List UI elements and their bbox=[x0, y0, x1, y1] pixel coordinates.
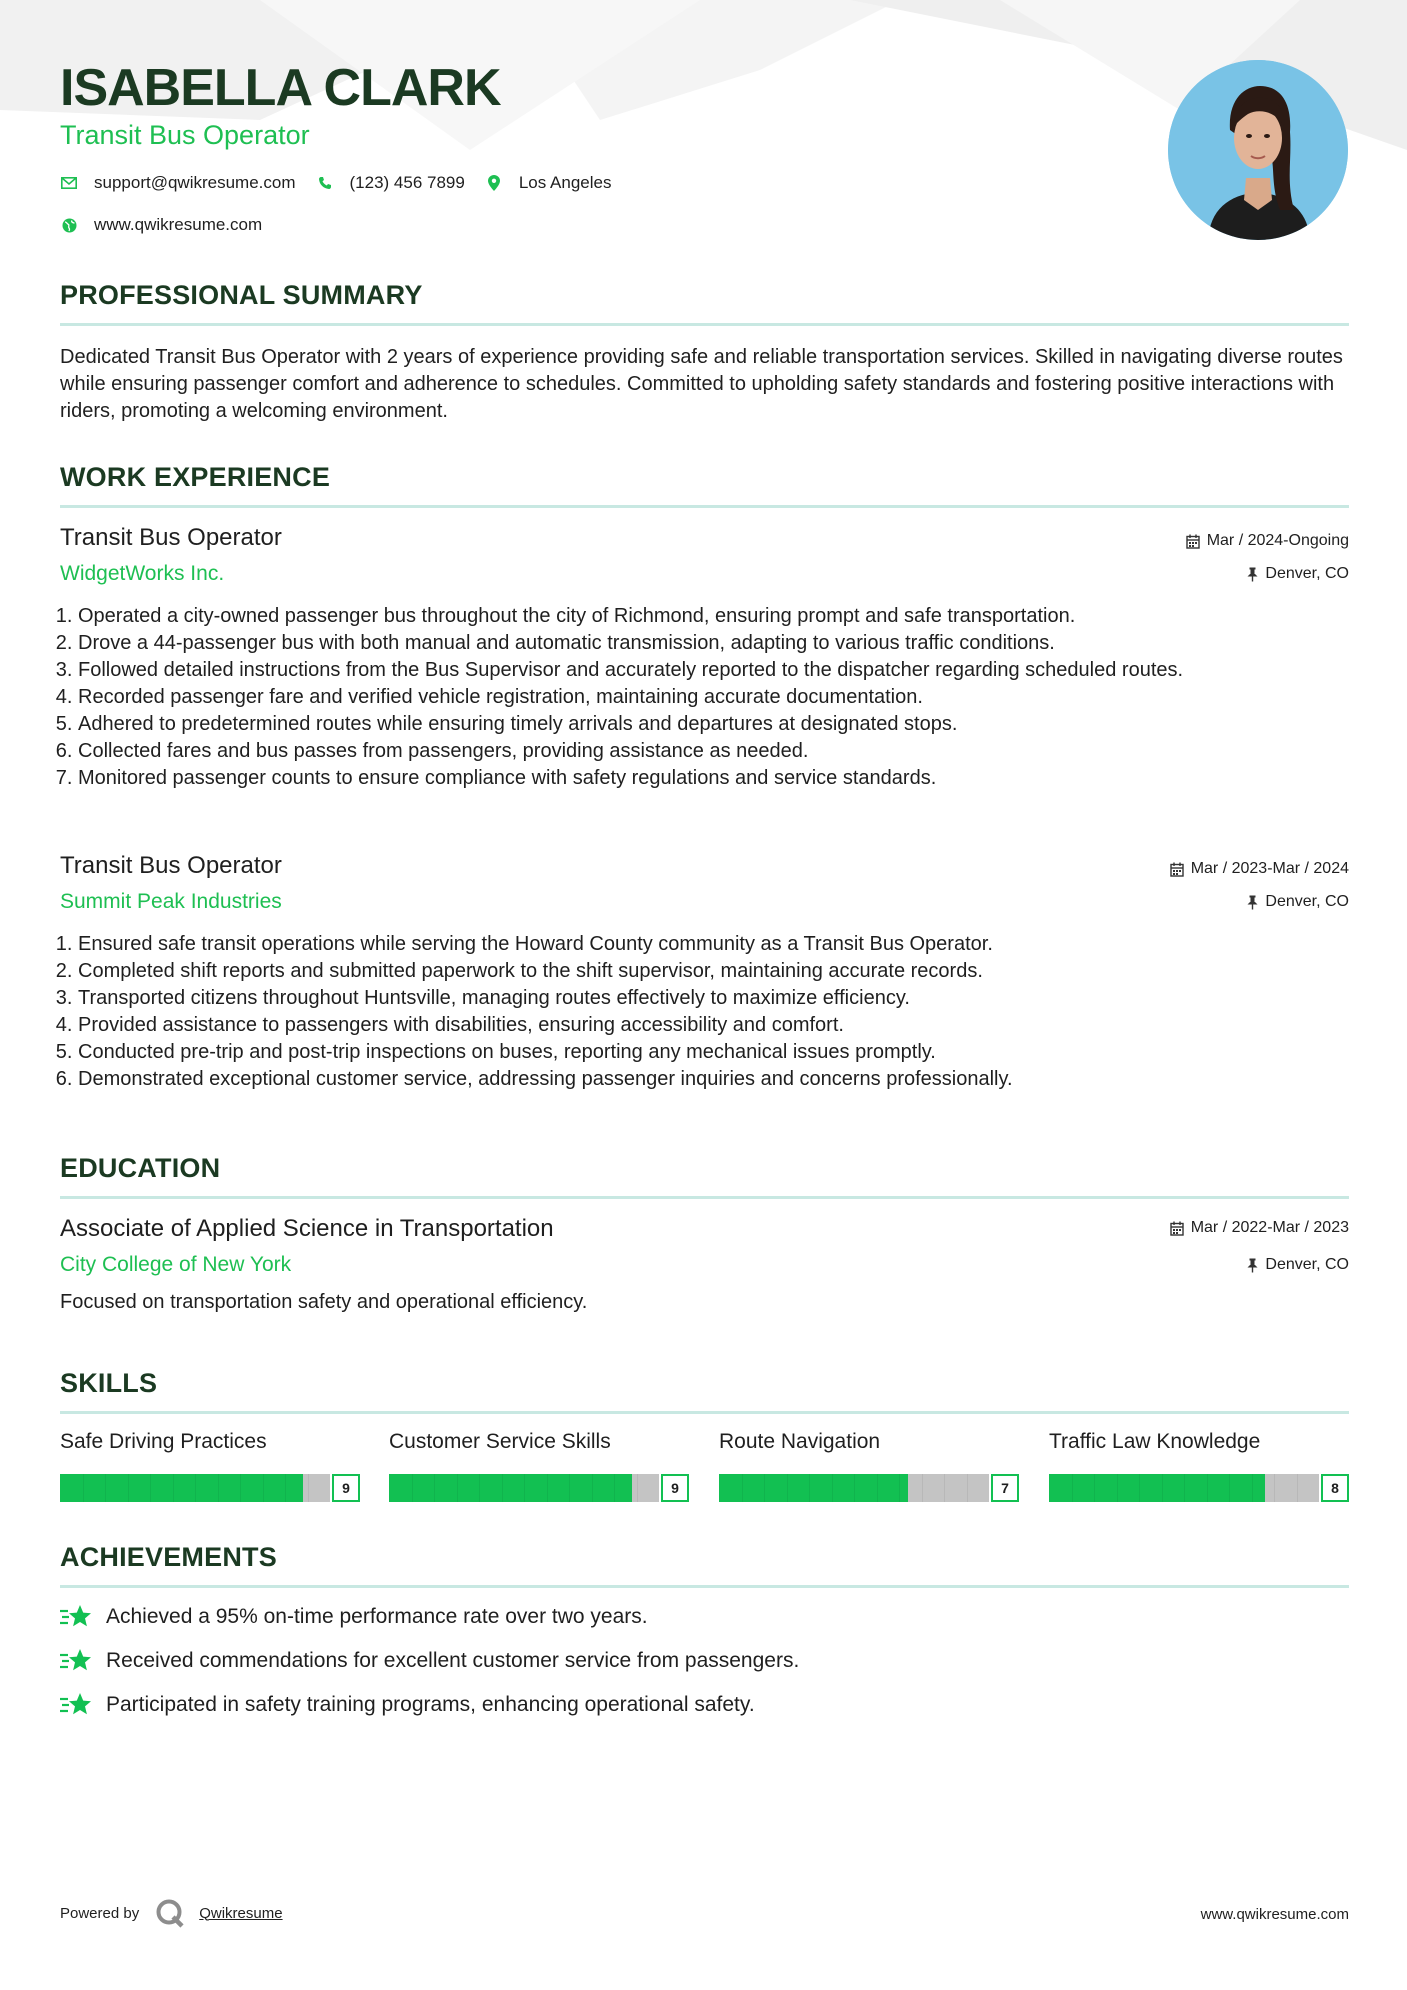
skill-bar-segment bbox=[854, 1474, 855, 1502]
job-location bbox=[1247, 565, 1349, 583]
skill-bar-track bbox=[1049, 1474, 1319, 1502]
contact-email[interactable] bbox=[60, 173, 296, 193]
skill-bar-segment bbox=[150, 1474, 151, 1502]
skill-bar-track bbox=[389, 1474, 659, 1502]
skill-bar-segment bbox=[547, 1474, 548, 1502]
map-pin-icon bbox=[485, 174, 503, 192]
contact-row-website bbox=[60, 215, 282, 235]
skill-level-bar bbox=[719, 1474, 1019, 1502]
skill-bar-track bbox=[60, 1474, 330, 1502]
achievement-item bbox=[60, 1692, 755, 1718]
skill-level-value: 8 bbox=[1321, 1474, 1349, 1502]
skill-level-bar bbox=[1049, 1474, 1349, 1502]
footer-website-link[interactable]: www.qwikresume.com bbox=[1200, 1906, 1349, 1923]
skill-bar-segment bbox=[1207, 1474, 1208, 1502]
skill-bar-segment bbox=[967, 1474, 968, 1502]
list-item: 6. Collected fares and bus passes from passengers, providing assistance as needed. bbox=[78, 738, 1367, 765]
achievement-item bbox=[60, 1648, 799, 1674]
list-item: 5. Conducted pre-trip and post-trip inspections on buses, reporting any mechanical issues promptly. bbox=[78, 1039, 1367, 1066]
qwikresume-logo bbox=[155, 1898, 185, 1928]
skill-bar-segment bbox=[1117, 1474, 1118, 1502]
job-dates bbox=[1170, 860, 1349, 878]
skill-bar-fill bbox=[1049, 1474, 1265, 1502]
job-dates-text: Mar / 2023-Mar / 2024 bbox=[1190, 860, 1349, 877]
section-divider bbox=[60, 1411, 1349, 1414]
section-divider bbox=[60, 1585, 1349, 1588]
calendar-icon bbox=[1170, 1221, 1184, 1236]
pushpin-icon bbox=[1247, 1258, 1258, 1273]
contact-phone[interactable] bbox=[316, 173, 465, 193]
skill-bar-segment bbox=[285, 1474, 286, 1502]
section-heading: WORK EXPERIENCE bbox=[60, 462, 331, 492]
skill-level-value: 9 bbox=[661, 1474, 689, 1502]
contact-location bbox=[485, 173, 612, 193]
candidate-title: Transit Bus Operator bbox=[60, 120, 310, 150]
job-title: Transit Bus Operator bbox=[60, 852, 282, 879]
education-dates bbox=[1170, 1219, 1349, 1237]
skill-bar-segment bbox=[1162, 1474, 1163, 1502]
skill-bar-segment bbox=[479, 1474, 480, 1502]
skill-bar-segment bbox=[1274, 1474, 1275, 1502]
company-name: Summit Peak Industries bbox=[60, 890, 282, 913]
star-icon bbox=[60, 1604, 92, 1630]
company-name: WidgetWorks Inc. bbox=[60, 562, 225, 585]
star-icon bbox=[60, 1648, 92, 1674]
location-text: Los Angeles bbox=[518, 173, 612, 192]
skill-bar-segment bbox=[1072, 1474, 1073, 1502]
list-item: 1. Operated a city-owned passenger bus throughout the city of Richmond, ensuring prompt and safe transportation. bbox=[78, 603, 1367, 630]
powered-by-label: Powered by bbox=[60, 1904, 140, 1922]
footer-powered-by bbox=[60, 1898, 283, 1928]
skill-name: Traffic Law Knowledge bbox=[1049, 1430, 1261, 1453]
skill-bar-segment bbox=[787, 1474, 788, 1502]
section-heading: SKILLS bbox=[60, 1368, 158, 1398]
job-location-text: Denver, CO bbox=[1265, 893, 1349, 910]
skill-bar-segment bbox=[592, 1474, 593, 1502]
candidate-name: ISABELLA CLARK bbox=[60, 59, 501, 117]
skill-bar-segment bbox=[524, 1474, 525, 1502]
skill-bar-segment bbox=[922, 1474, 923, 1502]
section-heading: ACHIEVEMENTS bbox=[60, 1542, 277, 1572]
skill-item bbox=[1049, 1430, 1349, 1502]
skill-bar-segment bbox=[877, 1474, 878, 1502]
skill-bar-segment bbox=[434, 1474, 435, 1502]
job-location-text: Denver, CO bbox=[1265, 565, 1349, 582]
education-location bbox=[1247, 1256, 1349, 1274]
skill-item bbox=[719, 1430, 1019, 1502]
skill-bar-segment bbox=[412, 1474, 413, 1502]
section-experience-header bbox=[60, 462, 1349, 508]
skill-bar-segment bbox=[1139, 1474, 1140, 1502]
email-text: support@qwikresume.com bbox=[94, 173, 296, 192]
skill-bar-segment bbox=[569, 1474, 570, 1502]
skill-bar-segment bbox=[105, 1474, 106, 1502]
school-name: City College of New York bbox=[60, 1253, 292, 1276]
section-achievements-header bbox=[60, 1542, 1349, 1588]
pushpin-icon bbox=[1247, 895, 1258, 910]
degree-title: Associate of Applied Science in Transportation bbox=[60, 1215, 554, 1242]
skill-name: Safe Driving Practices bbox=[60, 1430, 267, 1453]
achievement-text: Participated in safety training programs, enhancing operational safety. bbox=[106, 1693, 755, 1716]
contact-website[interactable] bbox=[60, 215, 262, 235]
section-divider bbox=[60, 1196, 1349, 1199]
list-item: 4. Recorded passenger fare and verified vehicle registration, maintaining accurate documentation. bbox=[78, 684, 1367, 711]
globe-icon bbox=[60, 216, 78, 234]
list-item: 2. Completed shift reports and submitted paperwork to the shift supervisor, maintaining accurate records. bbox=[78, 958, 1367, 985]
skill-bar-fill bbox=[389, 1474, 632, 1502]
envelope-icon bbox=[60, 174, 78, 192]
brand-link[interactable]: Qwikresume bbox=[199, 1904, 283, 1922]
contact-row bbox=[60, 173, 631, 193]
skill-bar-fill bbox=[60, 1474, 303, 1502]
website-text: www.qwikresume.com bbox=[94, 215, 263, 234]
calendar-icon bbox=[1170, 862, 1184, 877]
education-location-text: Denver, CO bbox=[1265, 1256, 1349, 1273]
skill-bar-segment bbox=[1229, 1474, 1230, 1502]
skill-level-value: 7 bbox=[991, 1474, 1019, 1502]
achievement-item bbox=[60, 1604, 648, 1630]
skill-bar-fill bbox=[719, 1474, 908, 1502]
skill-bar-segment bbox=[218, 1474, 219, 1502]
skill-bar-segment bbox=[742, 1474, 743, 1502]
skill-bar-segment bbox=[128, 1474, 129, 1502]
skill-bar-segment bbox=[1297, 1474, 1298, 1502]
skill-item bbox=[60, 1430, 360, 1502]
list-item: 1. Ensured safe transit operations while serving the Howard County community as a Transit Bus Operator. bbox=[78, 931, 1367, 958]
list-item: 3. Transported citizens throughout Huntsville, managing routes effectively to maximize efficiency. bbox=[78, 985, 1367, 1012]
skill-bar-segment bbox=[195, 1474, 196, 1502]
skill-bar-segment bbox=[457, 1474, 458, 1502]
skill-bar-segment bbox=[502, 1474, 503, 1502]
list-item: 5. Adhered to predetermined routes while ensuring timely arrivals and departures at designated stops. bbox=[78, 711, 1367, 738]
section-summary-header bbox=[60, 280, 1349, 326]
job-dates bbox=[1186, 532, 1349, 550]
skill-bar-segment bbox=[809, 1474, 810, 1502]
calendar-icon bbox=[1186, 534, 1200, 549]
skill-bar-segment bbox=[1184, 1474, 1185, 1502]
skill-level-value: 9 bbox=[332, 1474, 360, 1502]
skill-name: Customer Service Skills bbox=[389, 1430, 611, 1453]
job-dates-text: Mar / 2024-Ongoing bbox=[1206, 532, 1349, 549]
job-title: Transit Bus Operator bbox=[60, 524, 282, 551]
star-icon bbox=[60, 1692, 92, 1718]
skill-item bbox=[389, 1430, 689, 1502]
skill-bar-segment bbox=[240, 1474, 241, 1502]
achievement-text: Achieved a 95% on-time performance rate over two years. bbox=[106, 1605, 648, 1628]
pushpin-icon bbox=[1247, 567, 1258, 582]
section-divider bbox=[60, 323, 1349, 326]
skill-level-bar bbox=[389, 1474, 689, 1502]
skill-level-bar bbox=[60, 1474, 360, 1502]
section-skills-header bbox=[60, 1368, 1349, 1414]
skill-bar-segment bbox=[308, 1474, 309, 1502]
skill-bar-segment bbox=[83, 1474, 84, 1502]
section-education-header bbox=[60, 1153, 1349, 1199]
job-location bbox=[1247, 893, 1349, 911]
list-item: 4. Provided assistance to passengers with disabilities, ensuring accessibility and comfort. bbox=[78, 1012, 1367, 1039]
achievement-text: Received commendations for excellent customer service from passengers. bbox=[106, 1649, 800, 1672]
education-dates-text: Mar / 2022-Mar / 2023 bbox=[1190, 1219, 1349, 1236]
skill-bar-segment bbox=[637, 1474, 638, 1502]
skill-bar-segment bbox=[173, 1474, 174, 1502]
skill-bar-segment bbox=[1094, 1474, 1095, 1502]
job-responsibilities bbox=[60, 603, 1367, 792]
skill-bar-segment bbox=[899, 1474, 900, 1502]
summary-text: Dedicated Transit Bus Operator with 2 years of experience providing safe and reliable transportation services. Skilled in navigating diverse routes while ensuring passenger comfort and adherence to schedules. Committed to upholding safety standards and fostering positive interactions with riders, promoting a welcoming environment. bbox=[60, 346, 1343, 422]
list-item: 7. Monitored passenger counts to ensure compliance with safety regulations and service standards. bbox=[78, 765, 1367, 792]
section-heading: EDUCATION bbox=[60, 1153, 221, 1183]
skill-bar-segment bbox=[263, 1474, 264, 1502]
phone-icon bbox=[316, 174, 334, 192]
skill-bar-track bbox=[719, 1474, 989, 1502]
skill-bar-segment bbox=[614, 1474, 615, 1502]
skill-bar-segment bbox=[944, 1474, 945, 1502]
skill-bar-segment bbox=[832, 1474, 833, 1502]
job-responsibilities bbox=[60, 931, 1367, 1093]
skill-bar-segment bbox=[1252, 1474, 1253, 1502]
education-description: Focused on transportation safety and operational efficiency. bbox=[60, 1291, 588, 1313]
list-item: 6. Demonstrated exceptional customer service, addressing passenger inquiries and concerns professionally. bbox=[78, 1066, 1367, 1093]
skill-name: Route Navigation bbox=[719, 1430, 881, 1453]
list-item: 2. Drove a 44-passenger bus with both manual and automatic transmission, adapting to various traffic conditions. bbox=[78, 630, 1367, 657]
skill-bar-segment bbox=[764, 1474, 765, 1502]
section-divider bbox=[60, 505, 1349, 508]
phone-text: (123) 456 7899 bbox=[349, 173, 465, 192]
section-heading: PROFESSIONAL SUMMARY bbox=[60, 280, 423, 310]
profile-photo bbox=[1168, 60, 1348, 240]
list-item: 3. Followed detailed instructions from the Bus Supervisor and accurately reported to the dispatcher regarding scheduled routes. bbox=[78, 657, 1367, 684]
